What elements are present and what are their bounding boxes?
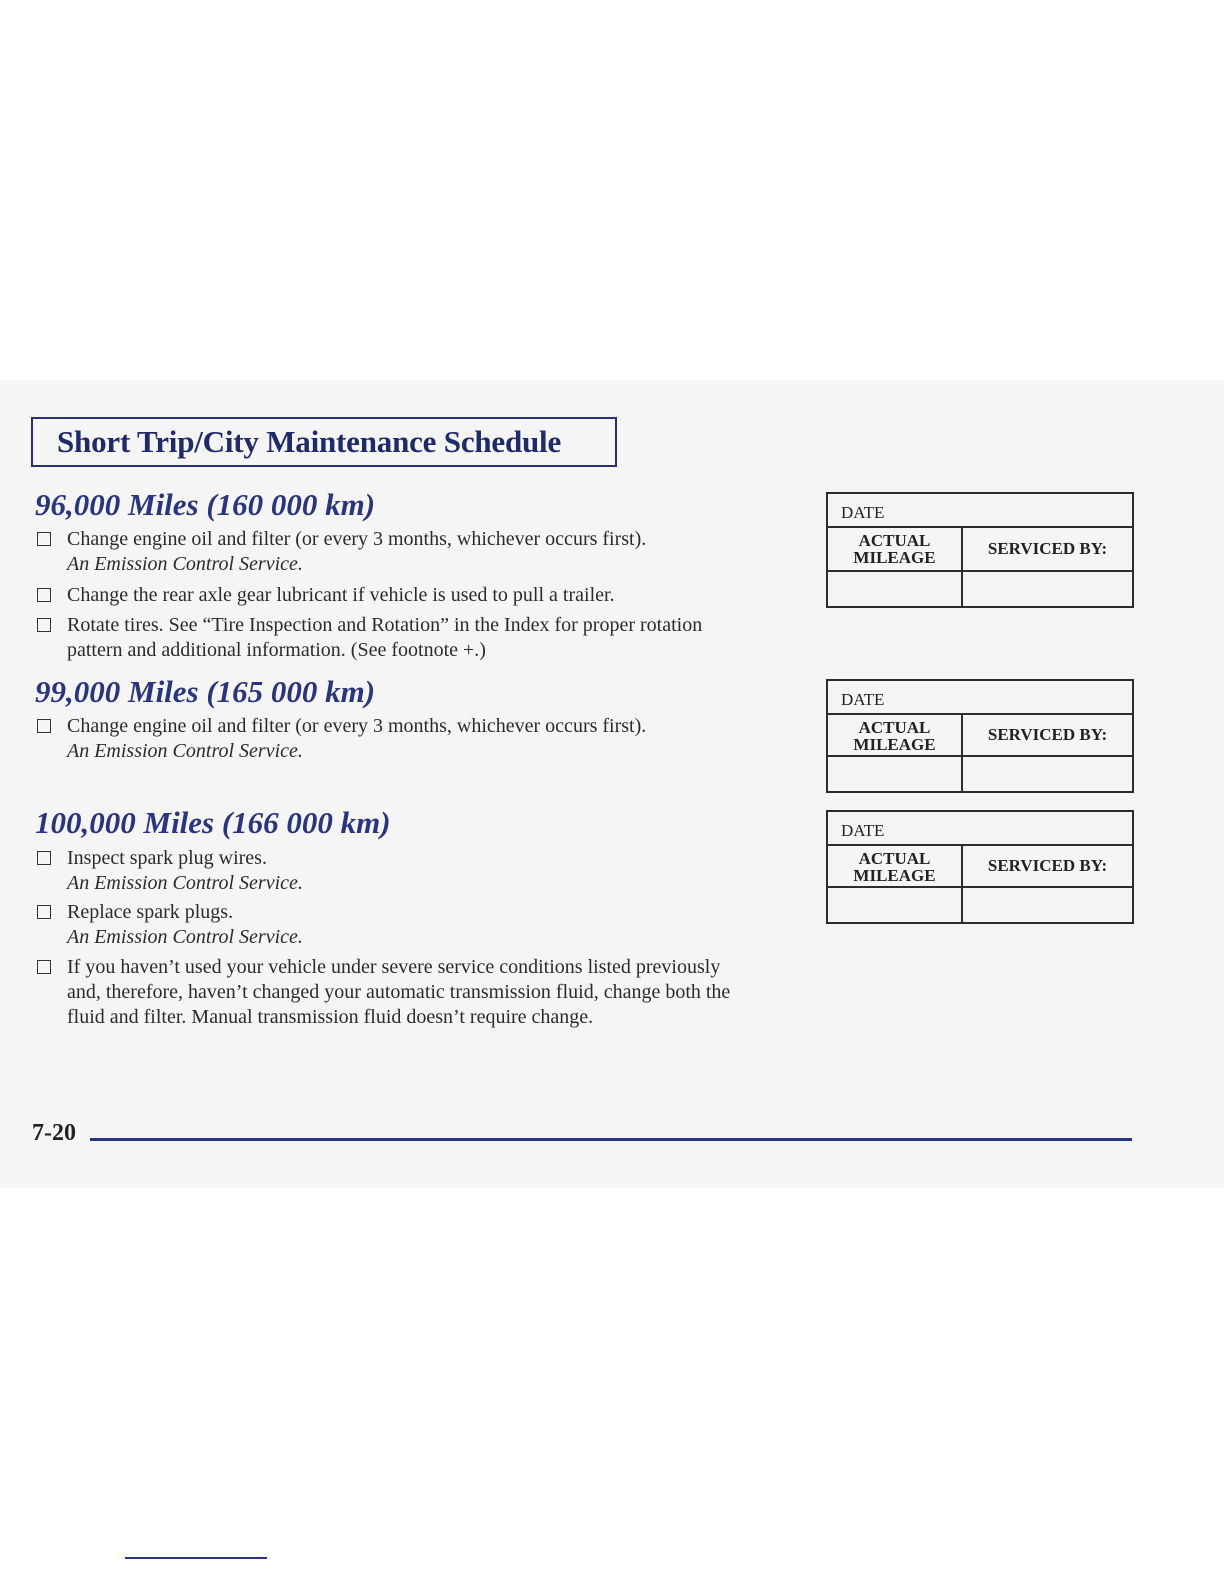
serviced-by-entry-field[interactable] xyxy=(963,572,1132,606)
item-text: If you haven’t used your vehicle under severe service conditions listed previously and, therefore, haven’t changed your automatic transmission fluid, change both the fluid and filter. Manual transmission fluid doesn’t require change. xyxy=(67,956,731,1028)
checklist-item xyxy=(37,613,737,663)
checkbox-icon[interactable] xyxy=(37,719,51,733)
date-field[interactable] xyxy=(828,494,1132,528)
item-text: Inspect spark plug wires. xyxy=(67,847,267,869)
checklist-item xyxy=(37,900,757,950)
record-header-row xyxy=(828,528,1132,572)
actual-mileage-label: ACTUAL MILEAGE xyxy=(828,715,963,755)
record-header-row xyxy=(828,715,1132,757)
checkbox-icon[interactable] xyxy=(37,588,51,602)
checklist-item xyxy=(37,527,757,577)
mileage-entry-field[interactable] xyxy=(828,757,963,791)
item-note: An Emission Control Service. xyxy=(67,553,303,575)
serviced-by-label: SERVICED BY: xyxy=(987,725,1108,744)
mileage-entry-field[interactable] xyxy=(828,888,963,922)
page-number: 7-20 xyxy=(32,1120,76,1146)
schedule-title-box xyxy=(31,417,617,467)
section-heading-96000: 96,000 Miles (160 000 km) xyxy=(35,487,376,522)
page-sheet xyxy=(0,380,1224,1188)
item-text: Change the rear axle gear lubricant if vehicle is used to pull a trailer. xyxy=(67,584,615,606)
serviced-by-label: SERVICED BY: xyxy=(987,539,1108,558)
record-entry-row xyxy=(828,572,1132,606)
record-entry-row xyxy=(828,888,1132,922)
record-entry-row xyxy=(828,757,1132,791)
item-text: Change engine oil and filter (or every 3 months, whichever occurs first). xyxy=(67,715,647,737)
item-note: An Emission Control Service. xyxy=(67,872,303,894)
checklist-item xyxy=(37,846,757,896)
checkbox-icon[interactable] xyxy=(37,905,51,919)
actual-mileage-label: ACTUAL MILEAGE xyxy=(828,846,963,886)
checklist-item xyxy=(37,583,757,608)
date-field[interactable] xyxy=(828,812,1132,846)
date-label: DATE xyxy=(841,503,885,522)
item-text: Replace spark plugs. xyxy=(67,901,234,923)
record-header-row xyxy=(828,846,1132,888)
item-text: Rotate tires. See “Tire Inspection and Rotation” in the Index for proper rotation pattern and additional information. (See footnote +.) xyxy=(67,614,703,661)
checklist-item xyxy=(37,955,742,1030)
date-field[interactable] xyxy=(828,681,1132,715)
mileage-entry-field[interactable] xyxy=(828,572,963,606)
item-text: Change engine oil and filter (or every 3 months, whichever occurs first). xyxy=(67,528,647,550)
section-heading-100000: 100,000 Miles (166 000 km) xyxy=(35,805,391,840)
section-heading-99000: 99,000 Miles (165 000 km) xyxy=(35,674,376,709)
service-record-box xyxy=(826,679,1134,793)
checkbox-icon[interactable] xyxy=(37,618,51,632)
date-label: DATE xyxy=(841,690,885,709)
serviced-by-label: SERVICED BY: xyxy=(987,856,1108,875)
service-record-box xyxy=(826,492,1134,608)
item-note: An Emission Control Service. xyxy=(67,740,303,762)
checkbox-icon[interactable] xyxy=(37,532,51,546)
checklist-item xyxy=(37,714,757,764)
checkbox-icon[interactable] xyxy=(37,960,51,974)
date-label: DATE xyxy=(841,821,885,840)
schedule-title: Short Trip/City Maintenance Schedule xyxy=(57,424,562,459)
service-record-box xyxy=(826,810,1134,924)
serviced-by-entry-field[interactable] xyxy=(963,888,1132,922)
serviced-by-entry-field[interactable] xyxy=(963,757,1132,791)
checkbox-icon[interactable] xyxy=(37,851,51,865)
footer-rule xyxy=(90,1138,1132,1141)
actual-mileage-label: ACTUAL MILEAGE xyxy=(828,528,963,570)
footer-link-underline xyxy=(125,1557,267,1559)
item-note: An Emission Control Service. xyxy=(67,926,303,948)
